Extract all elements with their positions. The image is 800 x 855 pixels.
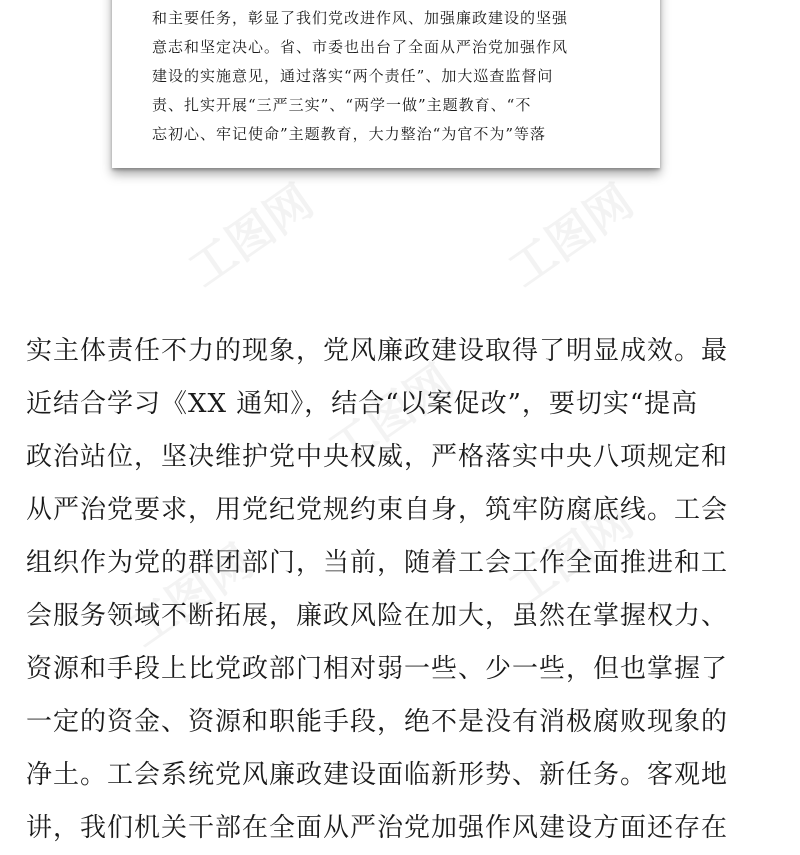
document-body xyxy=(26,325,786,855)
body-text-line: 从严治党要求，用党纪党规约束自身，筑牢防腐底线。工会 xyxy=(26,495,729,525)
body-text-line: 实主体责任不力的现象，党风廉政建设取得了明显成效。最 xyxy=(26,336,729,366)
quoted-document-card xyxy=(112,0,660,168)
card-text-line: 责、扎实开展“三严三实”、“两学一做”主题教育、“不 xyxy=(152,96,532,114)
body-text-line: 讲，我们机关干部在全面从严治党加强作风建设方面还存在 xyxy=(26,813,729,843)
body-text-line: 近结合学习《XX 通知》，结合“以案促改”，要切实“提高 xyxy=(26,389,699,419)
watermark-4: 工图网 xyxy=(498,493,643,618)
body-text-line: 一定的资金、资源和职能手段，绝不是没有消极腐败现象的 xyxy=(26,707,729,737)
card-text-line: 意志和坚定决心。省、市委也出台了全面从严治党加强作风 xyxy=(152,38,569,56)
card-text-line: 建设的实施意见，通过落实“两个责任”、加大巡查监督问 xyxy=(152,67,554,85)
body-text-line: 净土。工会系统党风廉政建设面临新形势、新任务。客观地 xyxy=(26,760,729,790)
body-text-line: 组织作为党的群团部门，当前，随着工会工作全面推进和工 xyxy=(26,548,729,578)
card-text-line: 忘初心、牢记使命”主题教育，大力整治“为官不为”等落 xyxy=(152,125,547,143)
watermark-5: 工图网 xyxy=(118,533,263,658)
watermark-3: 工图网 xyxy=(318,353,463,478)
card-text-line: 和主要任务，彰显了我们党改进作风、加强廉政建设的坚强 xyxy=(152,9,569,27)
body-text-line: 会服务领域不断拓展，廉政风险在加大，虽然在掌握权力、 xyxy=(26,601,729,631)
body-text-line: 政治站位，坚决维护党中央权威，严格落实中央八项规定和 xyxy=(26,442,729,472)
watermark-2: 工图网 xyxy=(498,173,643,298)
body-text-line: 资源和手段上比党政部门相对弱一些、少一些，但也掌握了 xyxy=(26,654,729,684)
watermark-1: 工图网 xyxy=(178,173,323,298)
